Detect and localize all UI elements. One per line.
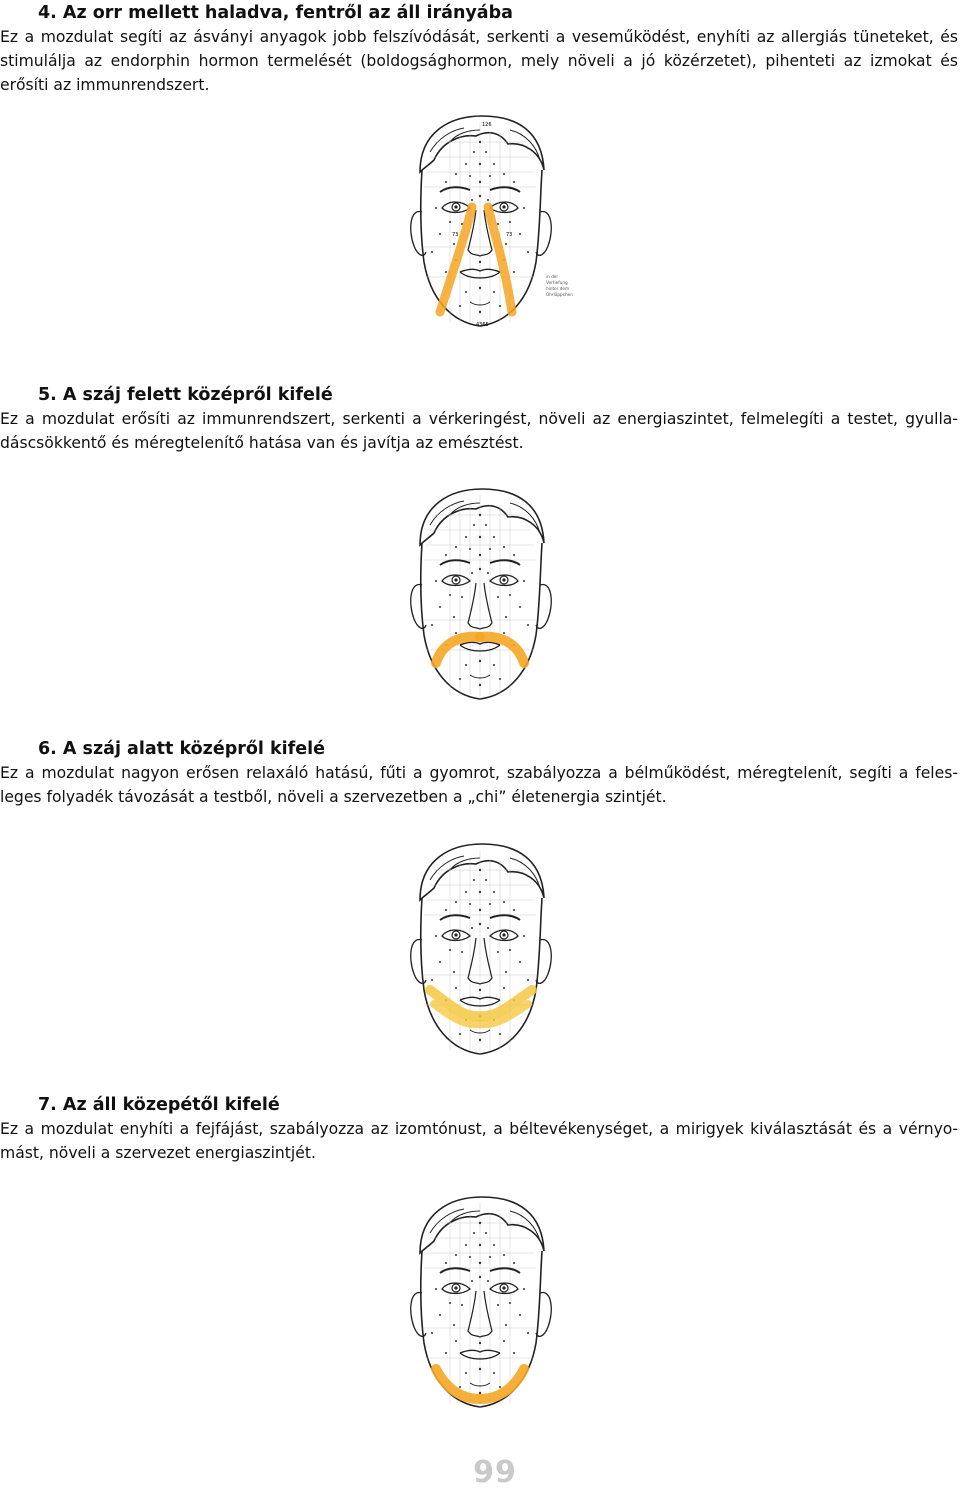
section-7-heading: 7. Az áll közepétől kifelé [38,1095,280,1115]
page-number: 99 [473,1455,517,1490]
section-6-body: Ez a mozdulat nagyon erősen relaxáló hatású, fűti a gyomrot, szabályozza a bélműködést, méregtelenít, segíti a felesleges folyadék távozását a testből, növeli a szervezetben a „chi” életenergia szintjét. [0,764,958,806]
section-7 [0,1093,960,1165]
face-mid-number-right: 73 [506,232,513,238]
face-diagram-above-mouth [390,485,590,705]
face-chin-number: 4365 [476,322,489,328]
section-4-heading: 4. Az orr mellett haladva, fentről az áll irányába [38,3,513,23]
section-7-body: Ez a mozdulat enyhíti a fejfájást, szabályozza az izomtónust, a béltevékenységet, a mirigyek kiválasztását és a vérnyomást, növeli a szervezet energiaszintjét. [0,1120,958,1162]
face-side-note-4: Ohrläppchen [546,292,573,297]
face-side-note-1: in der [546,274,559,279]
section-5-heading: 5. A száj felett középről kifelé [38,385,333,405]
face-top-number: 126 [482,122,492,128]
face-mid-number-left: 73 [452,232,459,238]
section-6-heading: 6. A száj alatt középről kifelé [38,739,325,759]
section-5 [0,383,960,455]
face-side-note-3: hinter dem [546,286,570,291]
face-diagram-nose-lines [390,112,590,332]
section-4-body: Ez a mozdulat segíti az ásványi anyagok jobb felszívódását, serkenti a veseműködést, enyhíti az allergiás tüneteket, és stimulálja az endorphin hormon termelését (boldogsághormon, mely növeli a jó közérzetet), pihenteti az izmokat és erősíti az immunrendszert. [0,28,958,94]
face-side-note-2: Vertiefung [546,280,568,285]
section-6 [0,737,960,809]
section-5-body: Ez a mozdulat erősíti az immunrendszert, serkenti a vérkeringést, növeli az energiaszintet, felmelegíti a testet, gyulladáscsökkentő és méregtelenítő hatása van és javítja az emésztést. [0,410,958,452]
section-4 [0,1,960,97]
face-diagram-chin [390,1193,590,1413]
face-diagram-below-mouth [390,840,590,1060]
